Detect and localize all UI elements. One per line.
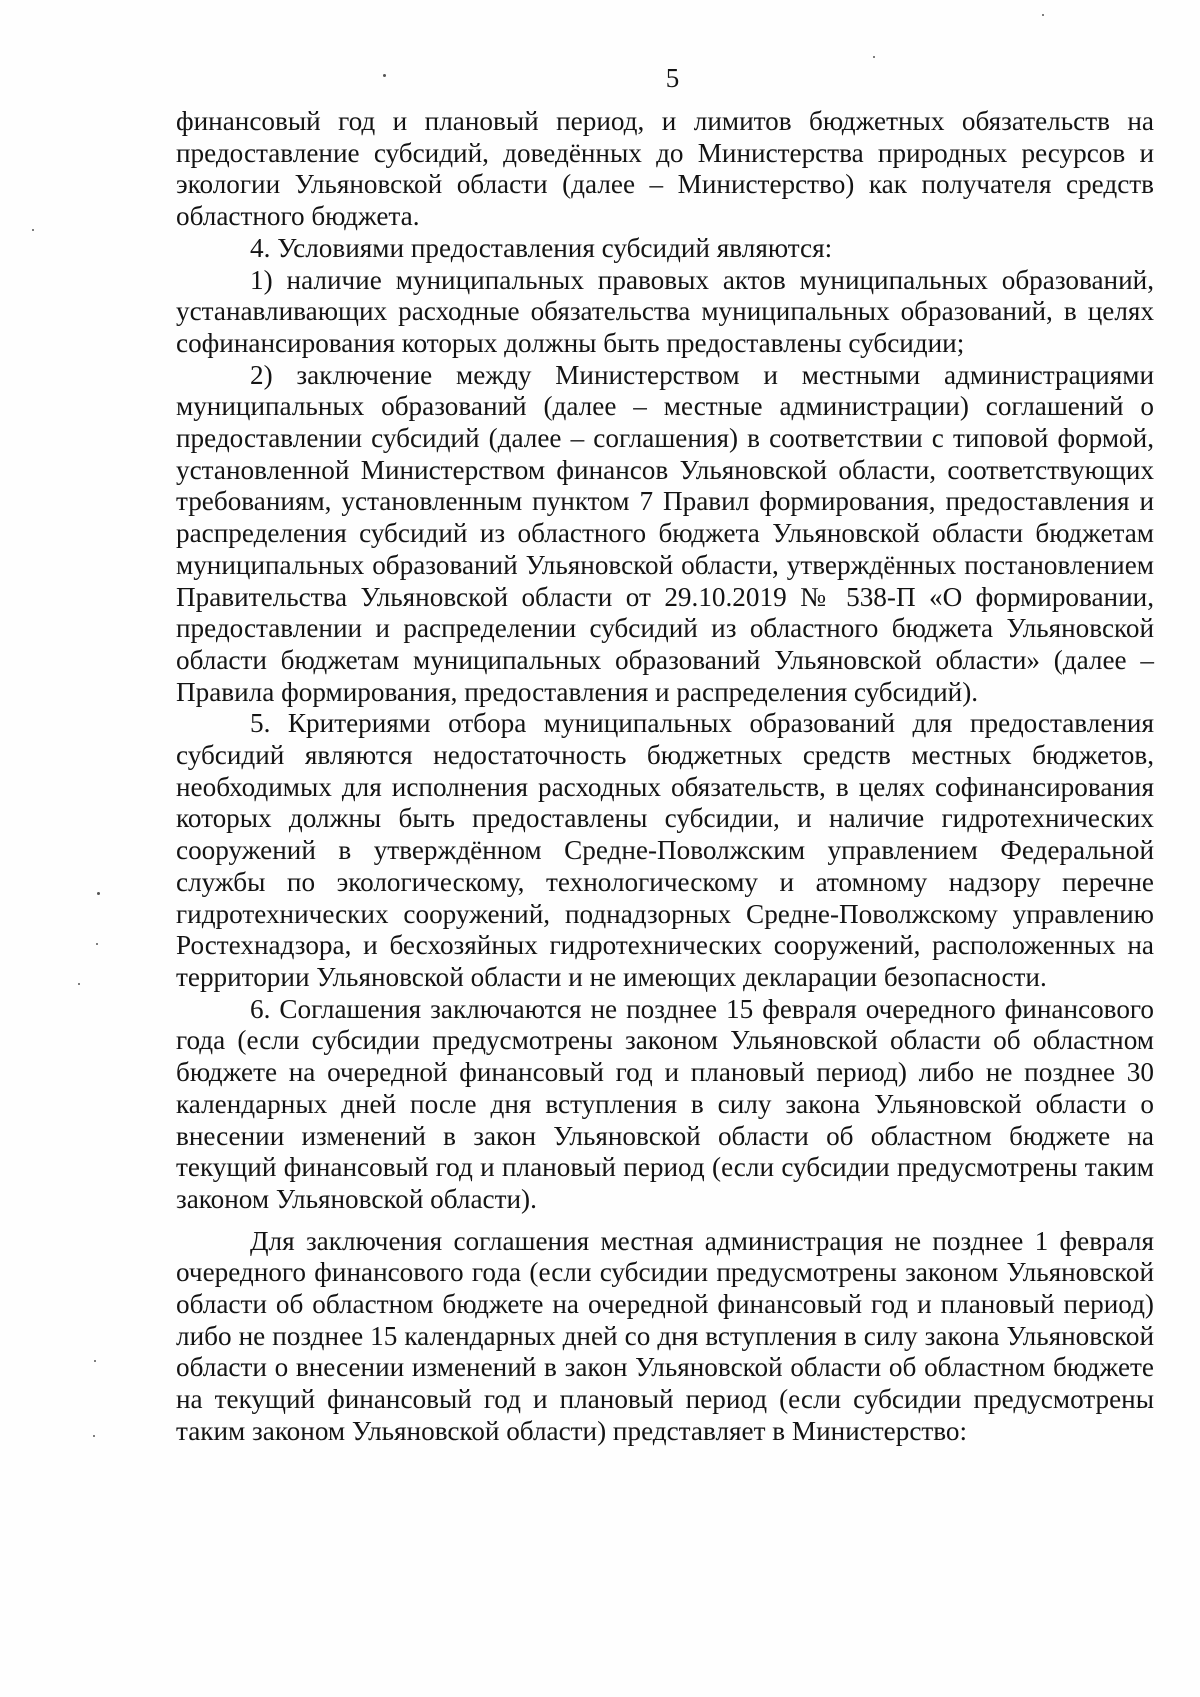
scan-speck (32, 229, 34, 231)
scan-speck (873, 56, 875, 58)
scan-speck (383, 74, 386, 77)
scan-speck (93, 1435, 95, 1437)
scan-speck (1042, 14, 1044, 16)
paragraph-continuation: финансовый год и плановый период, и лимитов бюджетных обязательств на предоставление субсидий, доведённых до Министерства природных ресурсов и экологии Ульяновской области (далее – Министерство) как получателя средств областного бюджета. (176, 106, 1154, 232)
paragraph-clause-6: 6. Соглашения заключаются не позднее 15 февраля очередного финансового года (если субсидии предусмотрены законом Ульяновской области об областном бюджете на очередной финансовый год и плановый период) либо не позднее 30 календарных дней после дня вступления в силу закона Ульяновской области о внесении изменений в закон Ульяновской области об областном бюджете на текущий финансовый год и плановый период (если субсидии предусмотрены таким законом Ульяновской области). (176, 993, 1154, 1214)
paragraph-clause-4-2: 2) заключение между Министерством и местными администрациями муниципальных образований (далее – местные администрации) соглашений о предоставлении субсидий (далее – соглашения) в соответствии с типовой формой, установленной Министерством финансов Ульяновской области, соответствующих требованиям, установленным пунктом 7 Правил формирования, предоставления и распределения субсидий из областного бюджета Ульяновской области бюджетам муниципальных образований Ульяновской области, утверждённых постановлением Правительства Ульяновской области от 29.10.2019 № 538-П «О формировании, предоставлении и распределении субсидий из областного бюджета Ульяновской области бюджетам муниципальных образований Ульяновской области» (далее – Правила формирования, предоставления и распределения субсидий). (176, 359, 1154, 707)
page-number: 5 (665, 63, 680, 93)
paragraph-clause-5: 5. Критериями отбора муниципальных образований для предоставления субсидий являются недостаточность бюджетных средств местных бюджетов, необходимых для исполнения расходных обязательств, в целях софинансирования которых должны быть предоставлены субсидии, и наличие гидротехнических сооружений в утверждённом Средне-Поволжским управлением Федеральной службы по экологическому, технологическому и атомному надзору перечне гидротехнических сооружений, поднадзорных Средне-Поволжскому управлению Ростехнадзора, и бесхозяйных гидротехнических сооружений, расположенных на территории Ульяновской области и не имеющих декларации безопасности. (176, 708, 1154, 992)
scan-speck (78, 983, 80, 985)
paragraph-clause-6-application: Для заключения соглашения местная администрация не позднее 1 февраля очередного финансового года (если субсидии предусмотрены законом Ульяновской области об областном бюджете на очередной финансовый год и плановый период) либо не позднее 15 календарных дней со дня вступления в силу закона Ульяновской области о внесении изменений в закон Ульяновской области об областном бюджете на текущий финансовый год и плановый период (если субсидии предусмотрены таким законом Ульяновской области) представляет в Министерство: (176, 1225, 1154, 1446)
paragraph-clause-4: 4. Условиями предоставления субсидий являются: (250, 232, 833, 263)
document-body (176, 106, 1154, 1448)
scan-speck (94, 1360, 96, 1362)
scan-speck (97, 892, 100, 895)
scan-speck (96, 943, 98, 945)
paragraph-clause-4-1: 1) наличие муниципальных правовых актов муниципальных образований, устанавливающих расходные обязательства муниципальных образований, в целях софинансирования которых должны быть предоставлены субсидии; (176, 264, 1154, 358)
